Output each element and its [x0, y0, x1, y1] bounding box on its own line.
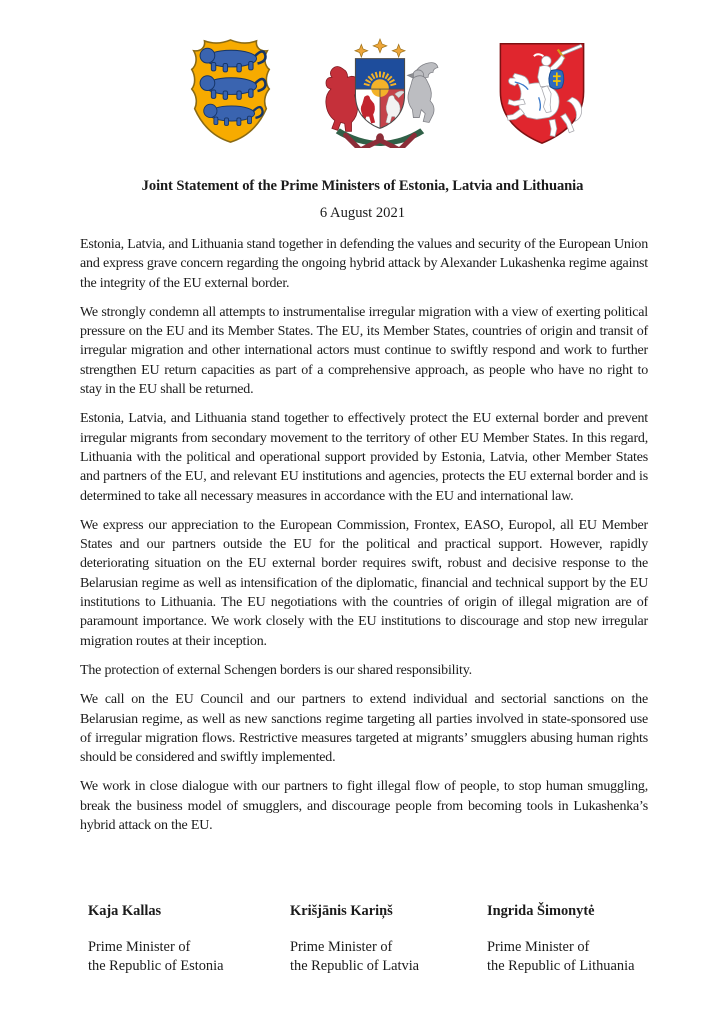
signatory-block-estonia: [88, 903, 290, 977]
lithuania-coat-of-arms-icon: [489, 38, 595, 148]
document-title: Joint Statement of the Prime Ministers of Estonia, Latvia and Lithuania: [141, 178, 584, 194]
signatory-name: Kaja Kallas: [88, 903, 162, 919]
paragraph-7: We work in close dialogue with our partners to fight illegal flow of people, to stop human smuggling, break the business model of smugglers, and discourage people from becoming tools in Lukashenka’s hybrid attack on the EU.: [80, 779, 648, 834]
document-date: 6 August 2021: [319, 205, 406, 221]
signatory-block-lithuania: [487, 903, 688, 977]
signatory-role-line2: the Republic of Latvia: [290, 958, 420, 975]
signatory-name: Ingrida Šimonytė: [487, 903, 595, 919]
signature-row: [88, 903, 688, 977]
signatory-name: Krišjānis Kariņš: [290, 903, 393, 919]
signatory-role-line1: Prime Minister of: [88, 939, 191, 955]
signatory-block-latvia: [290, 903, 487, 977]
paragraph-1: Estonia, Latvia, and Lithuania stand together in defending the values and security of the European Union and express grave concern regarding the ongoing hybrid attack by Alexander Lukashenka regime against the integrity of the EU external border.: [80, 237, 648, 291]
latvia-griffin-supporter: [408, 63, 438, 123]
latvia-coat-of-arms-icon: [316, 38, 444, 148]
signatory-role-line2: the Republic of Estonia: [88, 958, 224, 975]
statement-body: [80, 235, 648, 845]
paragraph-3: Estonia, Latvia, and Lithuania stand together to effectively protect the EU external border and prevent irregular migrants from secondary movement to the territory of other EU Member States. In this regard, Lithuania with the political and operational support provided by Estonia, Latvia, other Member States and partners of the EU, and relevant EU institutions and agencies, protects the EU external border and is determined to take all necessary measures in accordance with the EU and international law.: [80, 411, 648, 504]
signatory-role-line2: the Republic of Lithuania: [487, 958, 635, 975]
signatory-role-line1: Prime Minister of: [487, 939, 590, 955]
paragraph-6: We call on the EU Council and our partners to extend individual and sectorial sanctions on the Belarusian regime, as well as new sanctions regime targeting all parties involved in state-sponsored use of irregular migration flows. Restrictive measures targeted at migrants’ smugglers abusing human rights should be considered and swiftly implemented.: [80, 692, 648, 766]
paragraph-2: We strongly condemn all attempts to instrumentalise irregular migration with a view of exerting political pressure on the EU and its Member States. The EU, its Member States, countries of origin and transit of irregular migration and other international actors must continue to swiftly respond and work to further strengthen EU return capacities as part of a comprehensive approach, as people who have no right to stay in the EU shall be returned.: [80, 304, 648, 398]
paragraph-5: The protection of external Schengen borders is our shared responsibility.: [80, 662, 472, 678]
paragraph-4: We express our appreciation to the European Commission, Frontex, EASO, Europol, all EU Member States and our partners outside the EU for the political and practical support. However, rapidly deteriorating situation on the EU external border requires swift, robust and decisive response to the Belarusian regime as well as intensification of the diplomatic, financial and technical support by the EU institutions to Lithuania. The EU negotiations with the countries of origin of illegal migration are of paramount importance. We work closely with the EU institutions to discourage and stop new irregular migration routes at their inception.: [80, 517, 648, 649]
estonia-coat-of-arms-icon: [178, 36, 283, 146]
signatory-role-line1: Prime Minister of: [290, 939, 393, 955]
